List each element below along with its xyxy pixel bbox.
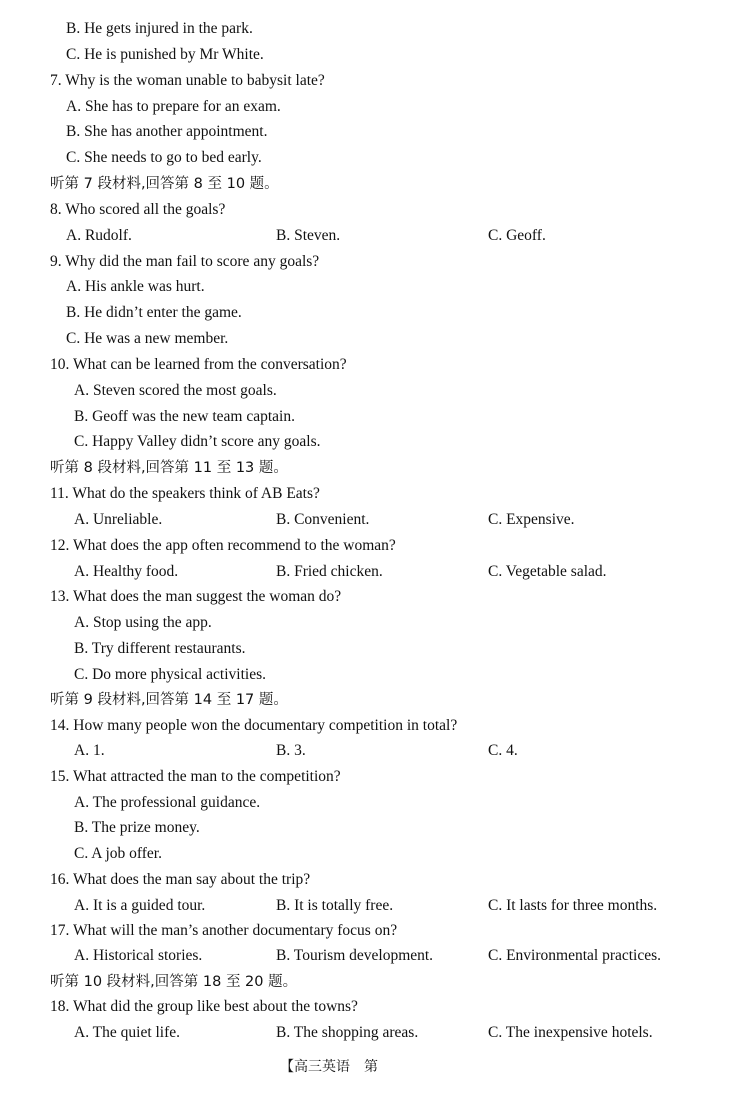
- question-7-option-b: B. She has another appointment.: [66, 123, 268, 140]
- question-14-stem: 14. How many people won the documentary competition in total?: [50, 717, 458, 734]
- question-10-option-c: C. Happy Valley didn’t score any goals.: [74, 433, 321, 450]
- question-16-option-b: B. It is totally free.: [276, 897, 394, 914]
- question-8-stem: 8. Who scored all the goals?: [50, 201, 226, 218]
- section-8-instruction: 听第 8 段材料,回答第 11 至 13 题。: [50, 460, 288, 476]
- question-14-option-c: C. 4.: [488, 742, 518, 759]
- question-15-option-c: C. A job offer.: [74, 845, 162, 862]
- question-18-option-b: B. The shopping areas.: [276, 1024, 419, 1041]
- question-11-option-c: C. Expensive.: [488, 511, 575, 528]
- section-10-instruction: 听第 10 段材料,回答第 18 至 20 题。: [50, 974, 298, 990]
- question-13-option-c: C. Do more physical activities.: [74, 666, 266, 683]
- section-9-instruction: 听第 9 段材料,回答第 14 至 17 题。: [50, 692, 288, 708]
- question-11-option-b: B. Convenient.: [276, 511, 370, 528]
- question-16-option-a: A. It is a guided tour.: [74, 897, 206, 914]
- question-8-option-a: A. Rudolf.: [66, 227, 132, 244]
- question-18-stem: 18. What did the group like best about the towns?: [50, 998, 358, 1015]
- question-9-option-b: B. He didn’t enter the game.: [66, 304, 242, 321]
- question-7-option-c: C. She needs to go to bed early.: [66, 149, 262, 166]
- question-17-option-c: C. Environmental practices.: [488, 947, 662, 964]
- question-10-option-b: B. Geoff was the new team captain.: [74, 408, 295, 425]
- question-7-stem: 7. Why is the woman unable to babysit late?: [50, 72, 325, 89]
- question-12-option-c: C. Vegetable salad.: [488, 563, 607, 580]
- question-9-option-c: C. He was a new member.: [66, 330, 229, 347]
- question-18-option-a: A. The quiet life.: [74, 1024, 181, 1041]
- question-16-stem: 16. What does the man say about the trip?: [50, 871, 311, 888]
- question-13-option-a: A. Stop using the app.: [74, 614, 212, 631]
- question-9-option-a: A. His ankle was hurt.: [66, 278, 205, 295]
- question-15-option-b: B. The prize money.: [74, 819, 200, 836]
- question-9-stem: 9. Why did the man fail to score any goals?: [50, 253, 320, 270]
- question-10-option-a: A. Steven scored the most goals.: [74, 382, 277, 399]
- question-16-option-c: C. It lasts for three months.: [488, 897, 658, 914]
- question-12-option-a: A. Healthy food.: [74, 563, 179, 580]
- question-15-option-a: A. The professional guidance.: [74, 794, 261, 811]
- question-7-option-a: A. She has to prepare for an exam.: [66, 98, 281, 115]
- question-15-stem: 15. What attracted the man to the competition?: [50, 768, 341, 785]
- question-13-stem: 13. What does the man suggest the woman do?: [50, 588, 342, 605]
- question-18-option-c: C. The inexpensive hotels.: [488, 1024, 653, 1041]
- question-13-option-b: B. Try different restaurants.: [74, 640, 246, 657]
- question-11-stem: 11. What do the speakers think of AB Eats?: [50, 485, 320, 502]
- question-12-stem: 12. What does the app often recommend to the woman?: [50, 537, 396, 554]
- page-footer: 【高三英语 第: [280, 1059, 378, 1075]
- question-11-option-a: A. Unreliable.: [74, 511, 163, 528]
- question-10-stem: 10. What can be learned from the conversation?: [50, 356, 347, 373]
- question-12-option-b: B. Fried chicken.: [276, 563, 383, 580]
- question-14-option-a: A. 1.: [74, 742, 105, 759]
- question-14-option-b: B. 3.: [276, 742, 306, 759]
- question-17-option-a: A. Historical stories.: [74, 947, 203, 964]
- prev-q-option-b: B. He gets injured in the park.: [66, 20, 253, 37]
- question-17-stem: 17. What will the man’s another documentary focus on?: [50, 922, 398, 939]
- question-8-option-c: C. Geoff.: [488, 227, 546, 244]
- question-17-option-b: B. Tourism development.: [276, 947, 434, 964]
- question-8-option-b: B. Steven.: [276, 227, 341, 244]
- prev-q-option-c: C. He is punished by Mr White.: [66, 46, 264, 63]
- section-7-instruction: 听第 7 段材料,回答第 8 至 10 题。: [50, 176, 279, 192]
